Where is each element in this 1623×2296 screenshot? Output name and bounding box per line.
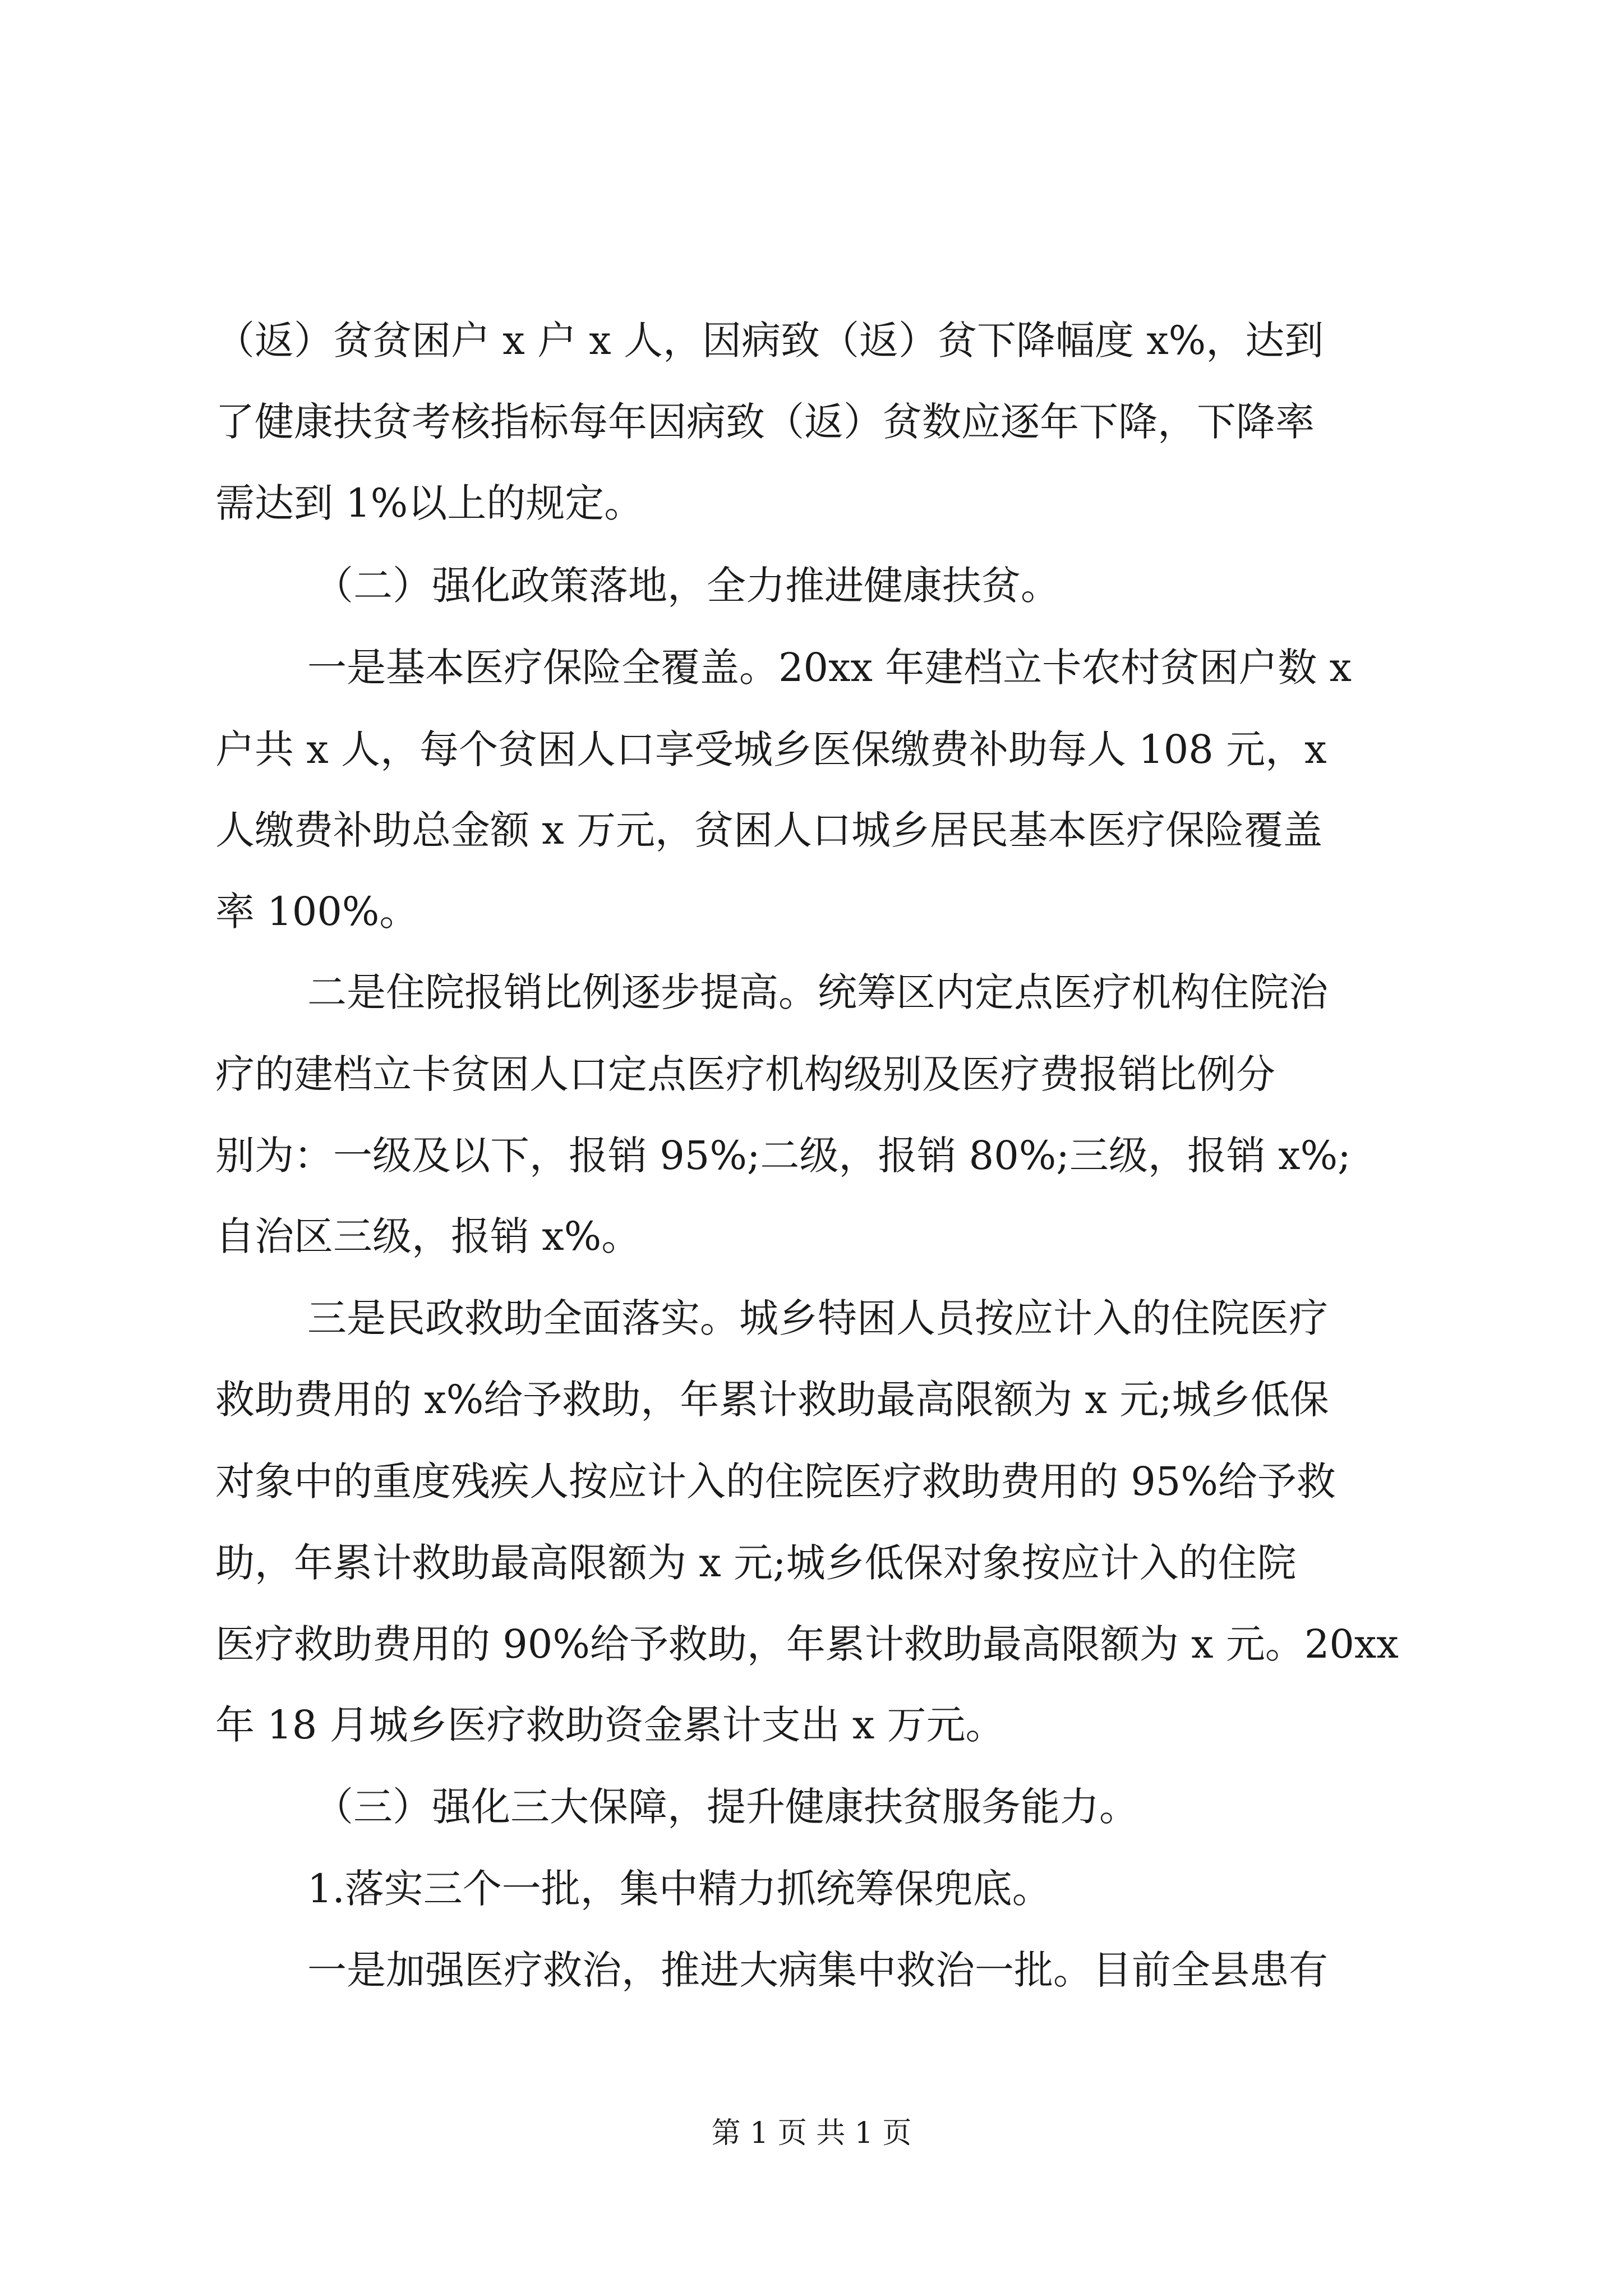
text-line: （返）贫贫困户 x 户 x 人，因病致（返）贫下降幅度 x%，达到	[215, 318, 1324, 364]
section-heading: （二）强化政策落地，全力推进健康扶贫。	[314, 563, 1060, 609]
text-line: 疗的建档立卡贫困人口定点医疗机构级别及医疗费报销比例分	[215, 1051, 1275, 1097]
section-heading: （三）强化三大保障，提升健康扶贫服务能力。	[314, 1784, 1138, 1830]
text-line: 三是民政救助全面落实。城乡特困人员按应计入的住院医疗	[307, 1295, 1328, 1341]
text-line: 人缴费补助总金额 x 万元，贫困人口城乡居民基本医疗保险覆盖	[215, 807, 1322, 853]
text-line: 户共 x 人，每个贫困人口享受城乡医保缴费补助每人 108 元，x	[215, 726, 1327, 772]
subsection-heading: 1.落实三个一批，集中精力抓统筹保兜底。	[307, 1866, 1052, 1912]
text-line: 了健康扶贫考核指标每年因病致（返）贫数应逐年下降，下降率	[215, 399, 1315, 445]
text-line: 对象中的重度残疾人按应计入的住院医疗救助费用的 95%给予救	[215, 1458, 1336, 1504]
text-line: 自治区三级，报销 x%。	[215, 1213, 641, 1259]
text-line: 年 18 月城乡医疗救助资金累计支出 x 万元。	[215, 1702, 1005, 1748]
text-line: 二是住院报销比例逐步提高。统筹区内定点医疗机构住院治	[307, 969, 1328, 1015]
text-line: 一是加强医疗救治，推进大病集中救治一批。目前全县患有	[307, 1947, 1328, 1993]
text-line: 别为：一级及以下，报销 95%;二级，报销 80%;三级，报销 x%;	[215, 1133, 1351, 1179]
page-footer: 第 1 页 共 1 页	[711, 2116, 912, 2150]
text-line: 率 100%。	[215, 889, 419, 935]
text-line: 助，年累计救助最高限额为 x 元;城乡低保对象按应计入的住院	[215, 1540, 1297, 1586]
text-line: 一是基本医疗保险全覆盖。20xx 年建档立卡农村贫困户数 x	[307, 645, 1352, 691]
text-line: 需达到 1%以上的规定。	[215, 480, 644, 526]
text-line: 医疗救助费用的 90%给予救助，年累计救助最高限额为 x 元。20xx	[215, 1621, 1399, 1667]
text-line: 救助费用的 x%给予救助，年累计救助最高限额为 x 元;城乡低保	[215, 1377, 1329, 1423]
